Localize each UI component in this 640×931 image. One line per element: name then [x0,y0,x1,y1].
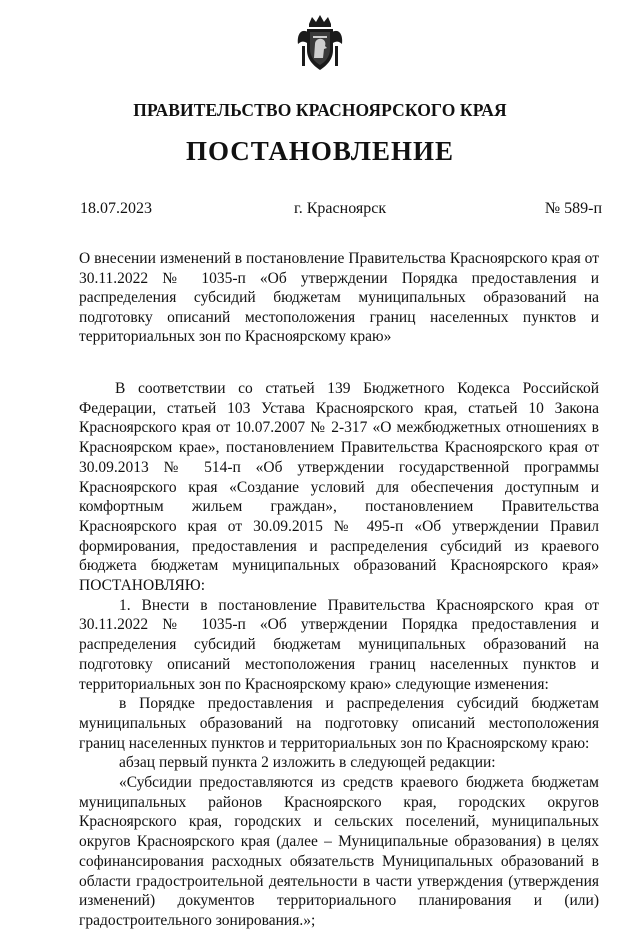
document-body [79,379,599,931]
body-paragraph: «Субсидии предоставляются из средств краевого бюджета бюджетам муниципальных районов Красноярского края, городских округов Красноярского края, городских и сельских поселений, муниципальных округов Красноярского края (далее – Муниципальные образования) в целях софинансирования расходных обязательств Муниципальных образований в области градостроительной деятельности в части утверждения (утверждения изменений) документов территориального планирования и (или) градостроительного зонирования.»; [79,774,599,929]
body-paragraph: в Порядке предоставления и распределения субсидий бюджетам муниципальных образований на подготовку описаний местоположения границ населенных пунктов и территориальных зон по Красноярскому краю: [79,695,599,752]
document-type: ПОСТАНОВЛЕНИЕ [185,136,455,166]
coat-of-arms-icon [296,14,344,72]
document-city: г. Красноярск [294,200,387,217]
preamble-paragraph: В соответствии со статьей 139 Бюджетного Кодекса Российской Федерации, статьей 103 Устава Красноярского края, статьей 10 Закона Красноярского края от 10.07.2007 № 2-317 «О межбюджетных отношениях в Красноярском крае», постановлением Правительства Красноярского края от 30.09.2013 № 514-п «Об утверждении государственной программы Красноярского края «Создание условий для обеспечения доступным и комфортным жильем граждан», постановлением Правительства Красноярского края от 30.09.2015 № 495-п «Об утверждении Правил формирования, предоставления и распределения субсидий из краевого бюджета бюджетам муниципальных образований Красноярского края» ПОСТАНОВЛЯЮ: [79,380,599,595]
document-number: № 589-п [544,200,602,217]
document-title: О внесении изменений в постановление Правительства Красноярского края от 30.11.2022 № 1035-п «Об утверждении Порядка предоставления и распределения субсидий бюджетам муниципальных образований на подготовку описаний местоположения границ населенных пунктов и территориальных зон по Красноярскому краю» [79,250,599,346]
organization-name: ПРАВИТЕЛЬСТВО КРАСНОЯРСКОГО КРАЯ [133,100,507,120]
document-date: 18.07.2023 [80,200,152,217]
body-paragraph: 1. Внести в постановление Правительства Красноярского края от 30.11.2022 № 1035-п «Об утверждении Порядка предоставления и распределения субсидий бюджетам муниципальных образований на подготовку описаний местоположения границ населенных пунктов и территориальных зон по Красноярскому краю» следующие изменения: [79,596,599,693]
body-paragraph: абзац первый пункта 2 изложить в следующей редакции: [119,754,496,772]
